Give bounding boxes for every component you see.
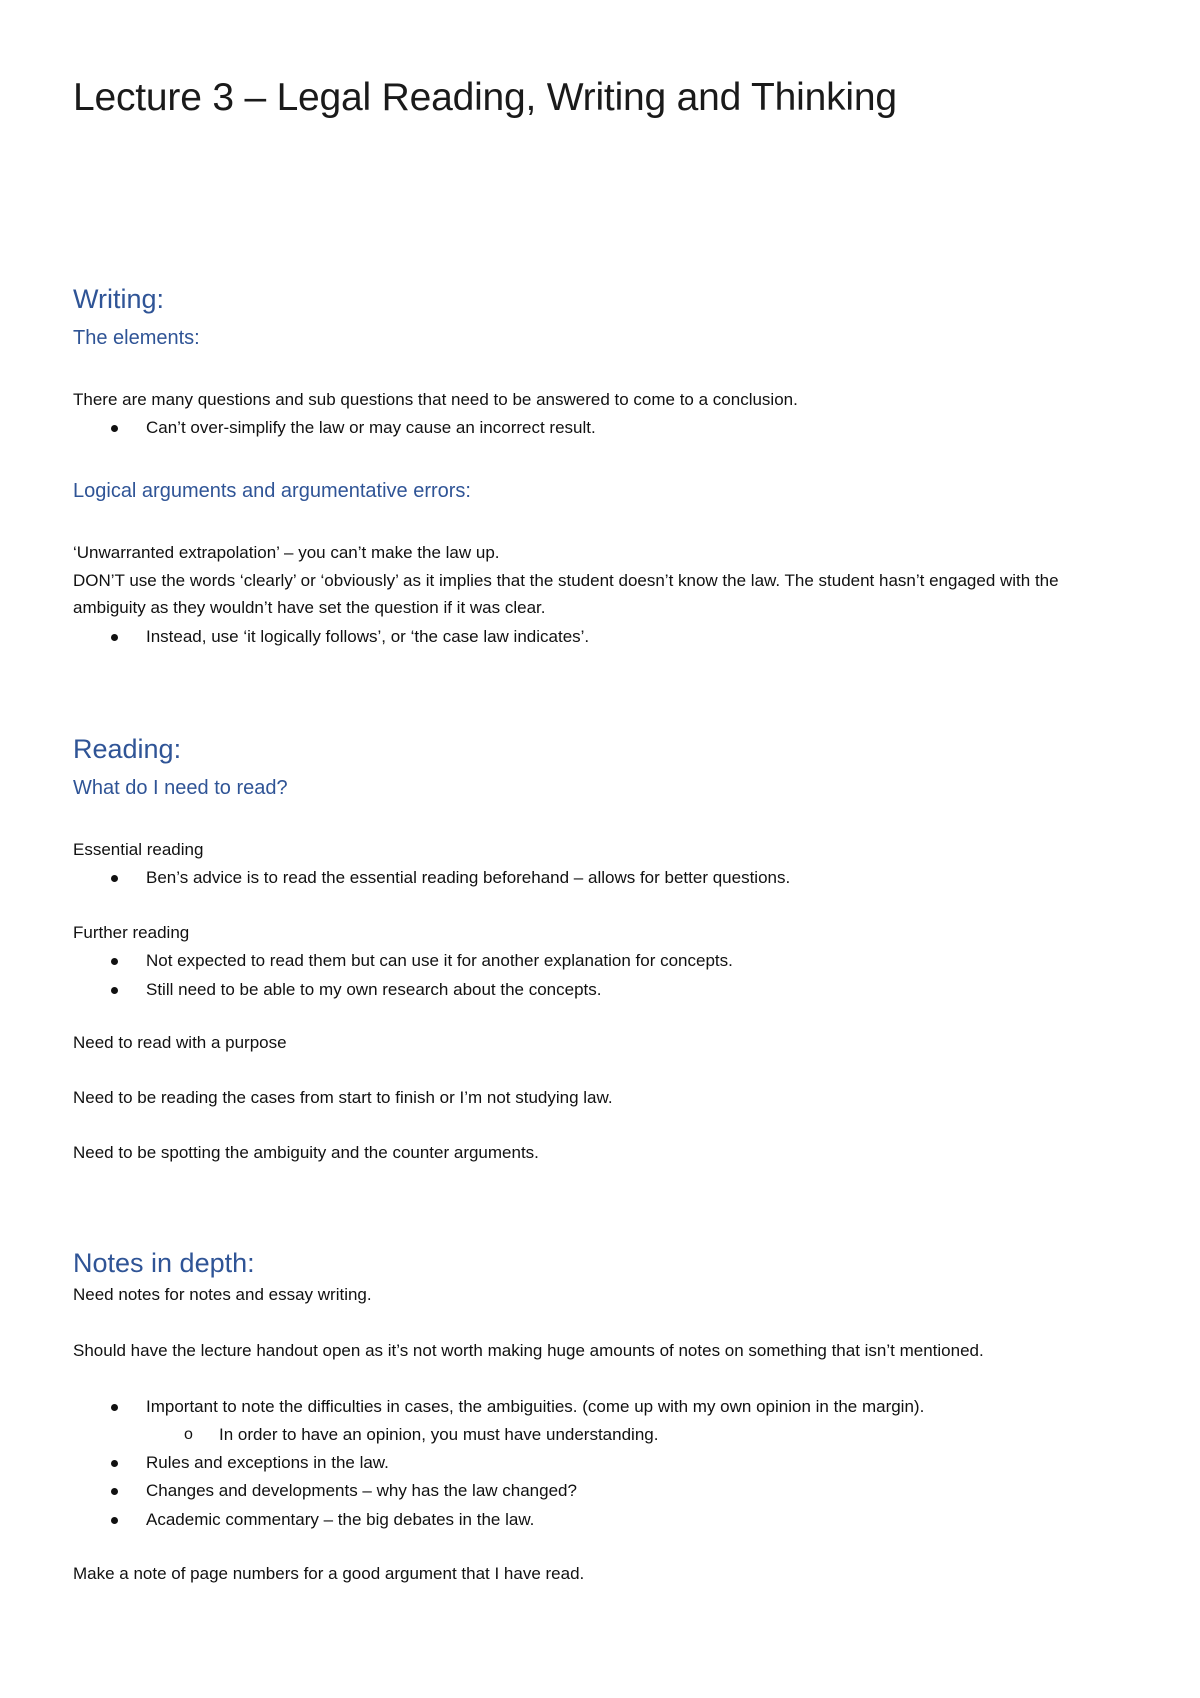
bullet-icon: [111, 634, 118, 641]
section-heading-reading: Reading:: [73, 734, 182, 764]
bullet-icon: [111, 1404, 118, 1411]
bullet-icon: [111, 1517, 118, 1524]
paragraph-spot-ambiguity: Need to be spotting the ambiguity and the counter arguments.: [73, 1143, 539, 1162]
paragraph-notes-essay: Need notes for notes and essay writing.: [73, 1285, 372, 1304]
paragraph-extrapolation: ‘Unwarranted extrapolation’ – you can’t make the law up.: [73, 543, 500, 562]
section-heading-notes: Notes in depth:: [73, 1248, 255, 1278]
paragraph-read-cases: Need to be reading the cases from start to finish or I’m not studying law.: [73, 1088, 613, 1107]
section-heading-writing: Writing:: [73, 284, 165, 314]
subheading-logical-arguments: Logical arguments and argumentative errors:: [73, 480, 471, 502]
label-essential-reading: Essential reading: [73, 840, 204, 859]
bullet-icon: [111, 1460, 118, 1467]
bullet-icon: [111, 1488, 118, 1495]
sub-bullet-icon: o: [184, 1426, 193, 1443]
paragraph-read-purpose: Need to read with a purpose: [73, 1033, 287, 1052]
label-further-reading: Further reading: [73, 923, 190, 942]
bullet-icon: [111, 425, 118, 432]
paragraph-dont-use: DON’T use the words ‘clearly’ or ‘obviously’ as it implies that the student doesn’t know the law. The student hasn’t engaged with the ambiguity as they wouldn’t have set the question if it was clear.: [73, 571, 1059, 617]
paragraph-page-numbers: Make a note of page numbers for a good argument that I have read.: [73, 1564, 585, 1583]
page-title: Lecture 3 – Legal Reading, Writing and Thinking: [73, 76, 897, 119]
subheading-what-to-read: What do I need to read?: [73, 777, 288, 799]
bullet-icon: [111, 987, 118, 994]
subheading-elements: The elements:: [73, 327, 200, 349]
bullet-icon: [111, 958, 118, 965]
bullet-icon: [111, 875, 118, 882]
paragraph-elements: There are many questions and sub questions that need to be answered to come to a conclusion.: [73, 390, 798, 409]
paragraph-lecture-handout: Should have the lecture handout open as it’s not worth making huge amounts of notes on something that isn’t mentioned.: [73, 1341, 984, 1360]
